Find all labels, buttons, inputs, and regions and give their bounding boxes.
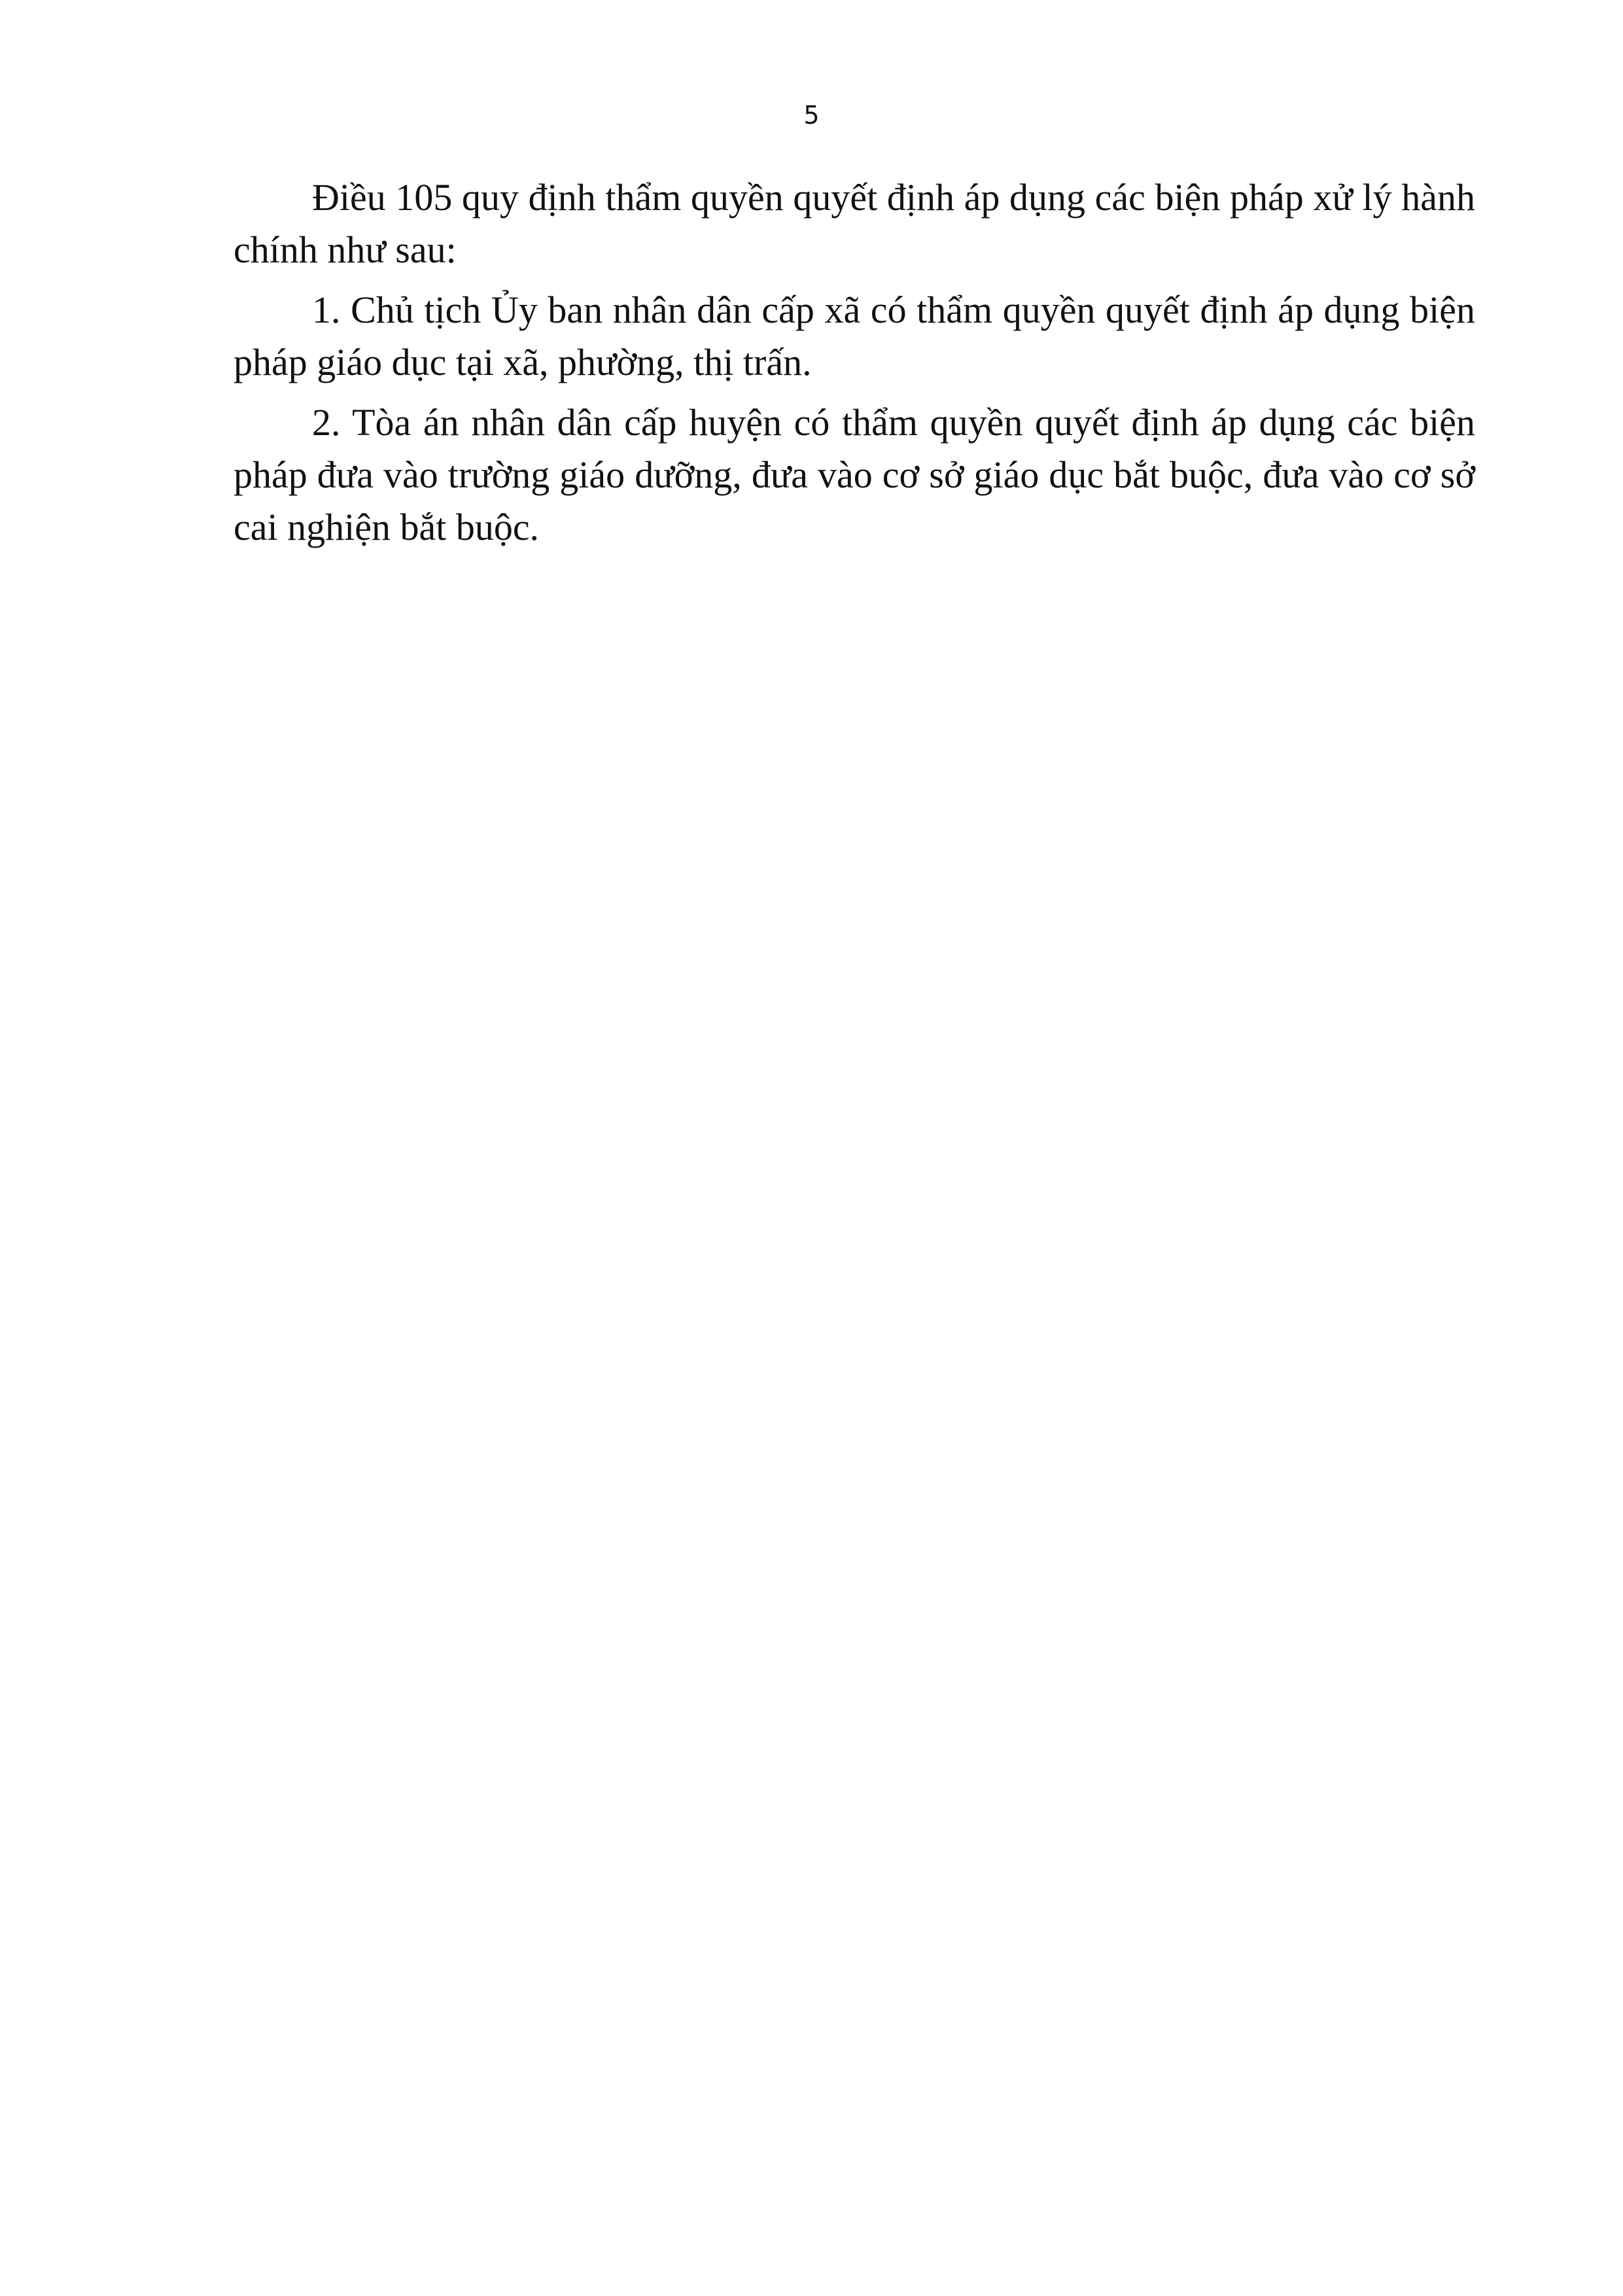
paragraph-article-105-intro: Điều 105 quy định thẩm quyền quyết định áp dụng các biện pháp xử lý hành chính như sau:	[234, 176, 1475, 271]
page-number: 5	[803, 101, 820, 130]
paragraph-item-2: 2. Tòa án nhân dân cấp huyện có thẩm quyền quyết định áp dụng các biện pháp đưa vào trường giáo dưỡng, đưa vào cơ sở giáo dục bắt buộc, đưa vào cơ sở cai nghiện bắt buộc.	[234, 401, 1475, 548]
paragraph-item-1: 1. Chủ tịch Ủy ban nhân dân cấp xã có thẩm quyền quyết định áp dụng biện pháp giáo dục tại xã, phường, thị trấn.	[234, 289, 1475, 383]
body-text	[234, 171, 1475, 561]
